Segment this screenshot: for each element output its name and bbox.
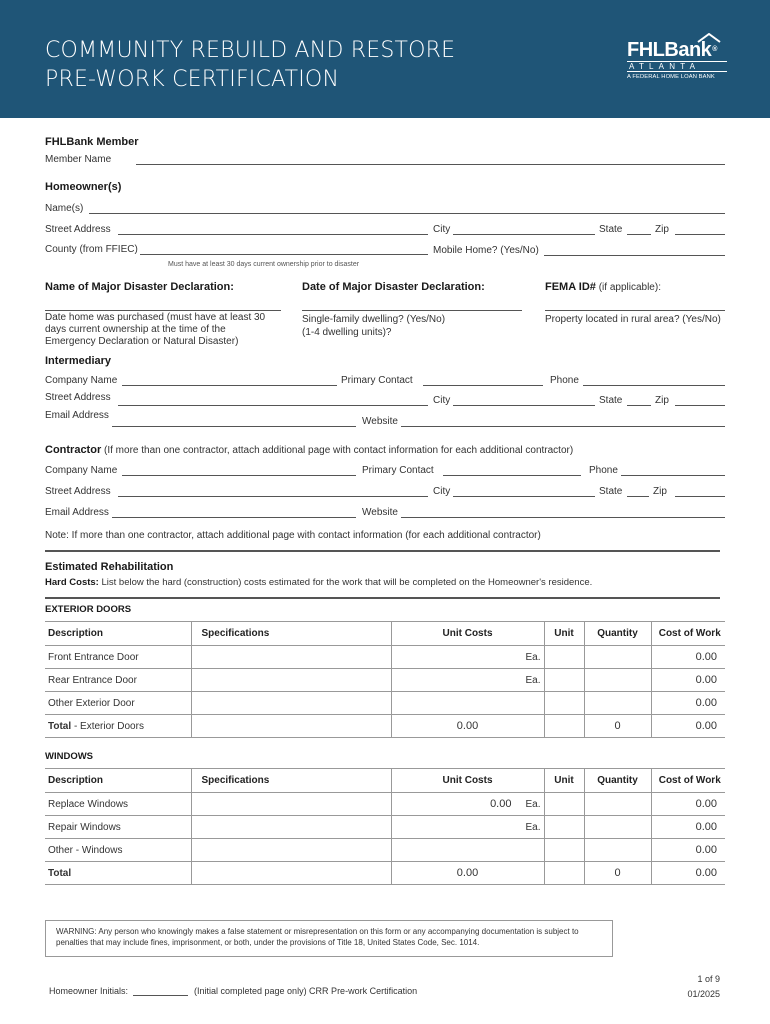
- logo-registered-mark: ®: [712, 46, 717, 53]
- intermediary-zip-field[interactable]: [675, 405, 725, 406]
- contractor-phone-label: Phone: [589, 465, 618, 476]
- homeowner-mobile-field[interactable]: [544, 255, 725, 256]
- windows-title: WINDOWS: [45, 751, 94, 762]
- house-roof-icon: [697, 33, 721, 43]
- disaster-name-heading: Name of Major Disaster Declaration:: [45, 281, 234, 293]
- form-title-line2: PRE-WORK CERTIFICATION: [45, 67, 340, 92]
- homeowner-names-field[interactable]: [89, 213, 725, 214]
- contractor-heading-note: (If more than one contractor, attach additional page with contact information for each additional contractor): [104, 445, 574, 456]
- hard-costs-label: Hard Costs:: [45, 577, 99, 588]
- table-row: [45, 646, 725, 669]
- row-description: Repair Windows: [45, 816, 191, 839]
- homeowner-street-field[interactable]: [118, 234, 428, 235]
- intermediary-email-label: Email Address: [45, 410, 109, 421]
- unit-label: Ea.: [525, 651, 541, 663]
- table-row: [45, 793, 725, 816]
- windows-table: [45, 768, 725, 885]
- unit-field[interactable]: [544, 816, 584, 839]
- specifications-field[interactable]: [191, 646, 391, 669]
- row-description: Other Exterior Door: [45, 692, 191, 715]
- contractor-company-field[interactable]: [122, 475, 356, 476]
- homeowner-state-field[interactable]: [627, 234, 651, 235]
- initials-note: (Initial completed page only) CRR Pre-work Certification: [194, 986, 418, 996]
- fhlbank-logo: [627, 40, 737, 80]
- total-label: Total: [45, 862, 191, 885]
- homeowner-city-label: City: [433, 224, 451, 235]
- contractor-contact-label: Primary Contact: [362, 465, 434, 476]
- specifications-field[interactable]: [191, 692, 391, 715]
- homeowner-county-field[interactable]: [140, 254, 428, 255]
- total-unit-cost: 0.00: [391, 715, 544, 738]
- cost-of-work-value: 0.00: [651, 669, 725, 692]
- homeowner-county-label: County (from FFIEC): [45, 244, 138, 255]
- intermediary-email-field[interactable]: [112, 426, 356, 427]
- intermediary-heading: Intermediary: [45, 355, 112, 367]
- unit-cost-field[interactable]: [391, 816, 544, 839]
- specifications-field[interactable]: [191, 669, 391, 692]
- purchase-date-note: Date home was purchased (must have at least 30 days current ownership at the time of the Emergency Declaration or Natural Disaster): [45, 312, 266, 347]
- homeowner-state-label: State: [599, 224, 623, 235]
- quantity-field[interactable]: [584, 692, 651, 715]
- logo-city: ATLANTA: [627, 61, 727, 72]
- table-header-row: [45, 622, 725, 646]
- contractor-city-label: City: [433, 486, 451, 497]
- specifications-field[interactable]: [191, 816, 391, 839]
- col-description: Description: [45, 769, 191, 793]
- total-cost: 0.00: [651, 715, 725, 738]
- table-row: [45, 692, 725, 715]
- col-unit-costs: Unit Costs: [391, 769, 544, 793]
- intermediary-city-label: City: [433, 395, 451, 406]
- contractor-website-field[interactable]: [401, 517, 725, 518]
- total-label: Total - Exterior Doors: [45, 715, 191, 738]
- table-total-row: [45, 715, 725, 738]
- single-family-label: Single-family dwelling? (Yes/No): [302, 314, 446, 325]
- homeowner-names-label: Name(s): [45, 203, 84, 214]
- col-cost-of-work: Cost of Work: [651, 622, 725, 646]
- row-description: Replace Windows: [45, 793, 191, 816]
- member-heading: FHLBank Member: [45, 136, 139, 148]
- contractor-website-label: Website: [362, 507, 398, 518]
- contractor-contact-field[interactable]: [443, 475, 581, 476]
- intermediary-company-label: Company Name: [45, 375, 118, 386]
- intermediary-street-field[interactable]: [118, 405, 428, 406]
- unit-field[interactable]: [544, 839, 584, 862]
- unit-field[interactable]: [544, 646, 584, 669]
- unit-cost-field[interactable]: [391, 646, 544, 669]
- contractor-phone-field[interactable]: [621, 475, 725, 476]
- table-row: [45, 669, 725, 692]
- total-cost: 0.00: [651, 862, 725, 885]
- disaster-date-heading: Date of Major Disaster Declaration:: [302, 281, 485, 293]
- ownership-note: Must have at least 30 days current ownership prior to disaster: [168, 261, 360, 268]
- exterior-doors-title: EXTERIOR DOORS: [45, 604, 132, 615]
- cost-of-work-value: 0.00: [651, 839, 725, 862]
- unit-field[interactable]: [544, 692, 584, 715]
- total-unit-cost: 0.00: [391, 862, 544, 885]
- unit-label: Ea.: [525, 798, 541, 810]
- form-date: 01/2025: [687, 989, 720, 999]
- homeowner-city-field[interactable]: [453, 234, 595, 235]
- quantity-field[interactable]: [584, 816, 651, 839]
- intermediary-phone-label: Phone: [550, 375, 579, 386]
- specifications-field[interactable]: [191, 839, 391, 862]
- contractor-email-label: Email Address: [45, 507, 109, 518]
- quantity-field[interactable]: [584, 793, 651, 816]
- intermediary-zip-label: Zip: [655, 395, 669, 406]
- table-row: [45, 816, 725, 839]
- form-title-line1: COMMUNITY REBUILD AND RESTORE: [45, 38, 456, 63]
- quantity-field[interactable]: [584, 839, 651, 862]
- cost-of-work-value: 0.00: [651, 816, 725, 839]
- page-number: 1 of 9: [697, 974, 720, 984]
- specifications-field[interactable]: [191, 793, 391, 816]
- intermediary-street-label: Street Address: [45, 392, 111, 403]
- logo-tagline: A FEDERAL HOME LOAN BANK: [627, 74, 715, 80]
- contractor-email-field[interactable]: [112, 517, 356, 518]
- disaster-name-field[interactable]: [45, 310, 281, 311]
- cost-of-work-value: 0.00: [651, 646, 725, 669]
- total-quantity: 0: [584, 862, 651, 885]
- contractor-state-field[interactable]: [627, 496, 649, 497]
- col-quantity: Quantity: [584, 622, 651, 646]
- contractor-zip-field[interactable]: [675, 496, 725, 497]
- quantity-field[interactable]: [584, 669, 651, 692]
- intermediary-state-label: State: [599, 395, 623, 406]
- contractor-company-label: Company Name: [45, 465, 118, 476]
- rehab-heading: Estimated Rehabilitation: [45, 561, 174, 573]
- fema-id-heading: FEMA ID#: [545, 281, 596, 293]
- quantity-field[interactable]: [584, 646, 651, 669]
- cost-of-work-value: 0.00: [651, 692, 725, 715]
- col-specifications: Specifications: [191, 769, 391, 793]
- table-header-row: [45, 769, 725, 793]
- unit-field[interactable]: [544, 793, 584, 816]
- total-quantity: 0: [584, 715, 651, 738]
- col-description: Description: [45, 622, 191, 646]
- col-unit: Unit: [544, 769, 584, 793]
- unit-cost-field[interactable]: [391, 692, 544, 715]
- fema-id-field[interactable]: [545, 310, 725, 311]
- intermediary-contact-label: Primary Contact: [341, 375, 413, 386]
- contractor-zip-label: Zip: [653, 486, 667, 497]
- section-divider: [45, 550, 720, 552]
- intermediary-website-label: Website: [362, 416, 398, 427]
- legal-warning: WARNING: Any person who knowingly makes a false statement or misrepresentation on this form or any accompanying documentation is subject to penalties that may include fines, imprisonment, or both, under the provisions of Title 18, United States Code, Sec. 1014.: [45, 920, 613, 957]
- cost-of-work-value: 0.00: [651, 793, 725, 816]
- unit-label: Ea.: [525, 674, 541, 686]
- fema-id-suffix: (if applicable):: [598, 282, 661, 293]
- unit-cost-value: 0.00: [490, 798, 512, 810]
- disaster-date-field[interactable]: [302, 310, 522, 311]
- unit-cost-field[interactable]: [391, 839, 544, 862]
- member-name-label: Member Name: [45, 154, 112, 165]
- table-row: [45, 839, 725, 862]
- contractor-street-field[interactable]: [118, 496, 428, 497]
- logo-wordmark: FHLBank: [627, 39, 712, 61]
- contractor-city-field[interactable]: [453, 496, 595, 497]
- intermediary-phone-field[interactable]: [583, 385, 725, 386]
- col-specifications: Specifications: [191, 622, 391, 646]
- rural-area-label: Property located in rural area? (Yes/No): [545, 314, 721, 325]
- intermediary-website-field[interactable]: [401, 426, 725, 427]
- hard-costs-text: List below the hard (construction) costs estimated for the work that will be completed on the Homeowner's residence.: [101, 577, 593, 588]
- contractor-heading: Contractor: [45, 444, 102, 456]
- unit-field[interactable]: [544, 669, 584, 692]
- col-unit-costs: Unit Costs: [391, 622, 544, 646]
- row-description: Rear Entrance Door: [45, 669, 191, 692]
- intermediary-contact-field[interactable]: [423, 385, 543, 386]
- contractor-street-label: Street Address: [45, 486, 111, 497]
- unit-label: Ea.: [525, 821, 541, 833]
- row-description: Front Entrance Door: [45, 646, 191, 669]
- homeowner-street-label: Street Address: [45, 224, 111, 235]
- page-header: [0, 0, 770, 118]
- intermediary-company-field[interactable]: [122, 385, 337, 386]
- form-title: [45, 36, 455, 94]
- contractor-note: Note: If more than one contractor, attach additional page with contact information (for each additional contractor): [45, 530, 541, 541]
- exterior-doors-table: [45, 621, 725, 738]
- section-divider: [45, 597, 720, 599]
- homeowner-mobile-label: Mobile Home? (Yes/No): [433, 245, 539, 256]
- contractor-state-label: State: [599, 486, 623, 497]
- col-cost-of-work: Cost of Work: [651, 769, 725, 793]
- homeowner-initials-label: Homeowner Initials:: [49, 986, 129, 996]
- col-unit: Unit: [544, 622, 584, 646]
- homeowner-zip-field[interactable]: [675, 234, 725, 235]
- member-name-field[interactable]: [136, 164, 725, 165]
- dwelling-units-label: (1-4 dwelling units)?: [302, 327, 392, 338]
- row-description: Other - Windows: [45, 839, 191, 862]
- intermediary-state-field[interactable]: [627, 405, 651, 406]
- homeowner-zip-label: Zip: [655, 224, 669, 235]
- intermediary-city-field[interactable]: [453, 405, 595, 406]
- homeowner-initials-field[interactable]: [133, 995, 188, 996]
- col-quantity: Quantity: [584, 769, 651, 793]
- unit-cost-field[interactable]: [391, 669, 544, 692]
- homeowner-heading: Homeowner(s): [45, 181, 122, 193]
- table-total-row: [45, 862, 725, 885]
- unit-cost-field[interactable]: [391, 793, 544, 816]
